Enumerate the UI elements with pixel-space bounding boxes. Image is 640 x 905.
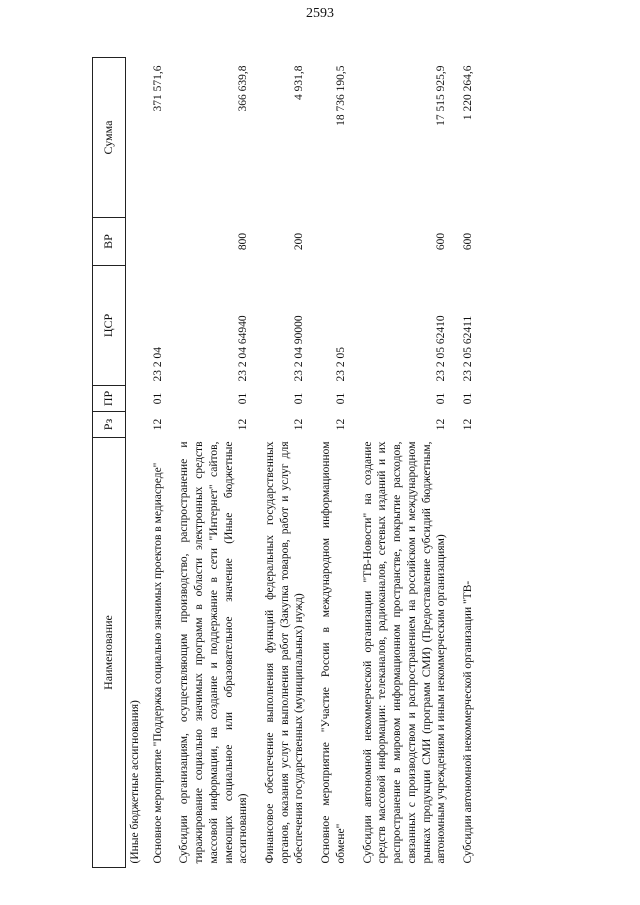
table-row (126, 58, 145, 868)
row-csr: 23 2 04 (151, 347, 164, 382)
row-csr: 23 2 05 62410 (435, 315, 448, 382)
row-sum: 18 736 190,5 (334, 65, 347, 126)
row-rz: 12 (151, 418, 164, 431)
row-name: Субсидии автономной некоммерческой организации "ТВ-Новости" на создание средств массовой информации: телеканалов, радиоканалов, сетевых изданий и их распространение в мировом информационном пространстве, покрытие расходов, связанных с производством и распространением на российском и международном рынках продукции СМИ (программ СМИ) (Предоставление субсидий бюджетным, автономным учреждениям и иным некоммерческим организациям) (361, 441, 448, 864)
table-row (257, 58, 313, 868)
row-csr: 23 2 05 62411 (461, 315, 474, 382)
header-name: Наименование (93, 438, 126, 868)
row-pr: 01 (461, 392, 474, 405)
row-vr: 600 (435, 232, 448, 251)
row-csr: 23 2 04 64940 (237, 315, 250, 382)
row-vr: 600 (461, 232, 474, 251)
row-name: Основное мероприятие "Поддержка социально значимых проектов в медиасреде" (151, 462, 164, 864)
row-rz: 12 (461, 418, 474, 431)
row-pr: 01 (293, 392, 306, 405)
page-number: 2593 (306, 6, 334, 21)
row-name: Финансовое обеспечение выполнения функций федеральных государственных органов, оказания услуг и выполнения работ (Закупка товаров, работ и услуг для обеспечения государственных (муниципальных) нужд) (264, 441, 306, 864)
row-rz (126, 412, 145, 438)
header-vr: ВР (93, 218, 126, 266)
row-name: Субсидии организациям, осуществляющим производство, распространение и тиражирование социально значимых программ в области электронных средств массовой информации, на создание и поддержание в сети "Интернет" сайтов, имеющих социальное или образовательное значение (Иные бюджетные ассигнования) (178, 441, 250, 864)
row-pr: 01 (237, 392, 250, 405)
table-row (171, 58, 257, 868)
table-row (313, 58, 354, 868)
row-vr (145, 218, 172, 266)
header-pr: ПР (93, 386, 126, 412)
table-row (355, 58, 455, 868)
table-row (145, 58, 172, 868)
row-sum: 366 639,8 (237, 65, 250, 112)
row-rz: 12 (334, 418, 347, 431)
budget-table (92, 57, 482, 868)
row-sum: 371 571,6 (151, 65, 164, 112)
row-vr (126, 218, 145, 266)
row-sum: 1 220 264,6 (461, 65, 474, 121)
rotated-budget-table (92, 58, 592, 868)
table-header (93, 58, 126, 868)
row-rz: 12 (435, 418, 448, 431)
header-rz: Рз (93, 412, 126, 438)
header-csr: ЦСР (93, 266, 126, 386)
row-name: (Иные бюджетные ассигнования) (129, 700, 141, 864)
row-vr: 200 (293, 232, 306, 251)
row-rz: 12 (293, 418, 306, 431)
row-sum: 17 515 925,9 (435, 65, 448, 126)
header-sum: Сумма (93, 58, 126, 218)
table-row (455, 58, 482, 868)
row-sum: 4 931,8 (293, 65, 306, 100)
row-csr: 23 2 04 90000 (293, 315, 306, 382)
row-pr: 01 (151, 392, 164, 405)
row-name: Субсидии автономной некоммерческой организации "ТВ- (461, 580, 474, 864)
row-csr: 23 2 05 (334, 347, 347, 382)
row-csr (126, 266, 145, 386)
row-pr (126, 386, 145, 412)
row-pr: 01 (334, 392, 347, 405)
row-sum (126, 58, 145, 218)
row-vr (313, 218, 354, 266)
row-vr: 800 (237, 232, 250, 251)
row-pr: 01 (435, 392, 448, 405)
row-name: Основное мероприятие "Участие России в международном информационном обмене" (320, 441, 347, 864)
row-rz: 12 (237, 418, 250, 431)
